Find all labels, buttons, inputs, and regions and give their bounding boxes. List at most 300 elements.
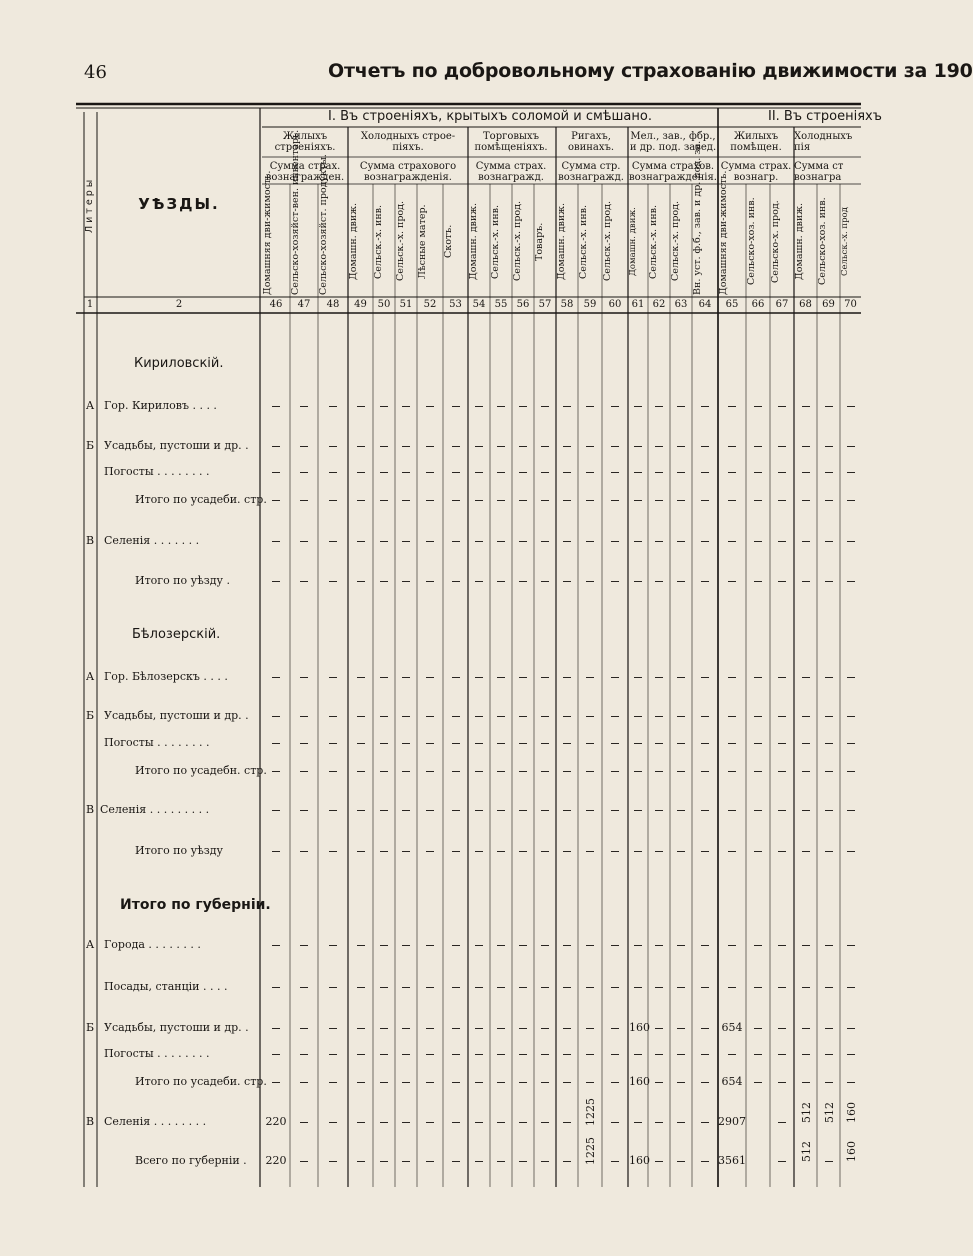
empty-cell-dash xyxy=(329,406,337,407)
empty-cell-dash xyxy=(754,472,762,473)
empty-cell-dash xyxy=(802,743,810,744)
empty-cell-dash xyxy=(586,677,594,678)
empty-cell-dash xyxy=(402,810,410,811)
empty-cell-dash xyxy=(300,1122,308,1123)
empty-cell-dash xyxy=(380,446,388,447)
empty-cell-dash xyxy=(329,743,337,744)
districts-header: УѢЗДЫ. xyxy=(138,195,220,213)
empty-cell-dash xyxy=(300,945,308,946)
empty-cell-dash xyxy=(563,743,571,744)
empty-cell-dash xyxy=(754,1028,762,1029)
row-label: Итого по усадебн. стр. xyxy=(135,764,267,777)
empty-cell-dash xyxy=(754,987,762,988)
row-literal: А xyxy=(85,670,95,683)
empty-cell-dash xyxy=(475,716,483,717)
column-number-54: 54 xyxy=(472,299,486,310)
empty-cell-dash xyxy=(452,677,460,678)
empty-cell-dash xyxy=(475,500,483,501)
empty-cell-dash xyxy=(825,581,833,582)
empty-cell-dash xyxy=(300,446,308,447)
group-title-trade: Торговыхъ помѣщеніяхъ. xyxy=(474,131,548,153)
empty-cell-dash xyxy=(754,406,762,407)
empty-cell-dash xyxy=(329,581,337,582)
empty-cell-dash xyxy=(357,1028,365,1029)
empty-cell-dash xyxy=(380,810,388,811)
empty-cell-dash xyxy=(754,743,762,744)
empty-cell-dash xyxy=(563,771,571,772)
empty-cell-dash xyxy=(634,1122,642,1123)
empty-cell-dash xyxy=(563,446,571,447)
empty-cell-dash xyxy=(655,406,663,407)
empty-cell-dash xyxy=(426,581,434,582)
group-sub-cold: Сумма страхового вознагражденія. xyxy=(359,161,457,183)
row-literal: Б xyxy=(85,439,95,452)
empty-cell-dash xyxy=(634,987,642,988)
empty-cell-dash xyxy=(655,472,663,473)
empty-cell-dash xyxy=(728,851,736,852)
empty-cell-dash xyxy=(475,541,483,542)
empty-cell-dash xyxy=(272,677,280,678)
row-label: Итого по уѣзду xyxy=(135,844,223,857)
empty-cell-dash xyxy=(677,677,685,678)
empty-cell-dash xyxy=(380,851,388,852)
empty-cell-dash xyxy=(611,1054,619,1055)
empty-cell-dash xyxy=(728,446,736,447)
empty-cell-dash xyxy=(272,771,280,772)
empty-cell-dash xyxy=(426,472,434,473)
empty-cell-dash xyxy=(380,581,388,582)
empty-cell-dash xyxy=(802,716,810,717)
empty-cell-dash xyxy=(272,851,280,852)
empty-cell-dash xyxy=(655,446,663,447)
empty-cell-dash xyxy=(754,541,762,542)
empty-cell-dash xyxy=(611,945,619,946)
empty-cell-dash xyxy=(825,987,833,988)
empty-cell-dash xyxy=(380,406,388,407)
empty-cell-dash xyxy=(426,1122,434,1123)
empty-cell-dash xyxy=(475,446,483,447)
empty-cell-dash xyxy=(426,1028,434,1029)
empty-cell-dash xyxy=(611,446,619,447)
empty-cell-dash xyxy=(847,406,855,407)
empty-cell-dash xyxy=(825,810,833,811)
empty-cell-dash xyxy=(634,446,642,447)
row-label: Посады, станціи . . . . xyxy=(104,980,228,993)
cell-value: 654 xyxy=(721,1075,743,1088)
empty-cell-dash xyxy=(754,810,762,811)
empty-cell-dash xyxy=(847,743,855,744)
empty-cell-dash xyxy=(586,1054,594,1055)
cell-value: 1225 xyxy=(584,1098,597,1126)
empty-cell-dash xyxy=(754,771,762,772)
cell-value: 220 xyxy=(265,1154,287,1167)
district-kirillov: Кириловскій. xyxy=(134,356,224,371)
empty-cell-dash xyxy=(497,677,505,678)
column-header-65: Домашняя дви-жимость. xyxy=(718,170,729,295)
empty-cell-dash xyxy=(634,743,642,744)
empty-cell-dash xyxy=(541,1054,549,1055)
empty-cell-dash xyxy=(728,1054,736,1055)
empty-cell-dash xyxy=(475,1161,483,1162)
empty-cell-dash xyxy=(754,581,762,582)
empty-cell-dash xyxy=(655,581,663,582)
empty-cell-dash xyxy=(701,945,709,946)
empty-cell-dash xyxy=(728,472,736,473)
empty-cell-dash xyxy=(563,1122,571,1123)
empty-cell-dash xyxy=(677,1054,685,1055)
empty-cell-dash xyxy=(634,716,642,717)
empty-cell-dash xyxy=(677,581,685,582)
empty-cell-dash xyxy=(452,1028,460,1029)
empty-cell-dash xyxy=(825,541,833,542)
empty-cell-dash xyxy=(300,987,308,988)
literals-header: Литеры xyxy=(84,176,95,234)
empty-cell-dash xyxy=(329,987,337,988)
empty-cell-dash xyxy=(677,716,685,717)
empty-cell-dash xyxy=(701,810,709,811)
empty-cell-dash xyxy=(541,1122,549,1123)
empty-cell-dash xyxy=(329,541,337,542)
empty-cell-dash xyxy=(402,1028,410,1029)
empty-cell-dash xyxy=(847,810,855,811)
empty-cell-dash xyxy=(754,1082,762,1083)
column-header-70: Сельск.-х. прод xyxy=(840,207,850,276)
empty-cell-dash xyxy=(701,581,709,582)
empty-cell-dash xyxy=(778,945,786,946)
empty-cell-dash xyxy=(541,810,549,811)
empty-cell-dash xyxy=(426,771,434,772)
empty-cell-dash xyxy=(519,716,527,717)
empty-cell-dash xyxy=(802,810,810,811)
group-title-dwelling: Жилыхъ строеніяхъ. xyxy=(274,131,336,153)
empty-cell-dash xyxy=(634,945,642,946)
empty-cell-dash xyxy=(380,1028,388,1029)
empty-cell-dash xyxy=(300,677,308,678)
empty-cell-dash xyxy=(778,810,786,811)
empty-cell-dash xyxy=(634,541,642,542)
empty-cell-dash xyxy=(563,945,571,946)
empty-cell-dash xyxy=(380,771,388,772)
empty-cell-dash xyxy=(802,541,810,542)
empty-cell-dash xyxy=(586,810,594,811)
row-label: Усадьбы, пустоши и др. . xyxy=(104,439,249,452)
cell-value: 160 xyxy=(844,1102,858,1123)
empty-cell-dash xyxy=(272,743,280,744)
empty-cell-dash xyxy=(611,472,619,473)
empty-cell-dash xyxy=(778,851,786,852)
empty-cell-dash xyxy=(380,1054,388,1055)
column-number-62: 62 xyxy=(652,299,666,310)
empty-cell-dash xyxy=(329,1054,337,1055)
empty-cell-dash xyxy=(541,472,549,473)
column-number-53: 53 xyxy=(449,299,462,310)
empty-cell-dash xyxy=(402,1082,410,1083)
empty-cell-dash xyxy=(586,1082,594,1083)
empty-cell-dash xyxy=(452,1082,460,1083)
empty-cell-dash xyxy=(611,810,619,811)
empty-cell-dash xyxy=(701,1028,709,1029)
empty-cell-dash xyxy=(272,945,280,946)
empty-cell-dash xyxy=(825,771,833,772)
empty-cell-dash xyxy=(329,716,337,717)
empty-cell-dash xyxy=(563,851,571,852)
empty-cell-dash xyxy=(586,1028,594,1029)
column-number-68: 68 xyxy=(799,299,812,310)
empty-cell-dash xyxy=(541,987,549,988)
empty-cell-dash xyxy=(357,1122,365,1123)
column-header-63: Сельск.-х. прод. xyxy=(670,201,681,282)
empty-cell-dash xyxy=(519,771,527,772)
empty-cell-dash xyxy=(426,851,434,852)
empty-cell-dash xyxy=(701,743,709,744)
group-sub-dwelling-2: Сумма страх. вознагр. xyxy=(720,161,792,183)
column-header-62: Сельск.-х. инв. xyxy=(648,204,659,279)
column-number-69: 69 xyxy=(822,299,835,310)
empty-cell-dash xyxy=(802,851,810,852)
group-sub-cold-2: Сумма ст вознагра xyxy=(794,161,844,183)
empty-cell-dash xyxy=(497,1054,505,1055)
empty-cell-dash xyxy=(475,987,483,988)
empty-cell-dash xyxy=(655,716,663,717)
empty-cell-dash xyxy=(426,406,434,407)
row-literal: В xyxy=(85,534,95,547)
empty-cell-dash xyxy=(586,771,594,772)
empty-cell-dash xyxy=(701,987,709,988)
empty-cell-dash xyxy=(300,1161,308,1162)
empty-cell-dash xyxy=(701,771,709,772)
empty-cell-dash xyxy=(519,677,527,678)
empty-cell-dash xyxy=(778,406,786,407)
empty-cell-dash xyxy=(519,987,527,988)
empty-cell-dash xyxy=(475,581,483,582)
empty-cell-dash xyxy=(563,716,571,717)
empty-cell-dash xyxy=(847,716,855,717)
empty-cell-dash xyxy=(847,500,855,501)
empty-cell-dash xyxy=(728,743,736,744)
column-header-46: Домашняя дви-жимость. xyxy=(262,170,273,295)
empty-cell-dash xyxy=(802,677,810,678)
empty-cell-dash xyxy=(519,1122,527,1123)
empty-cell-dash xyxy=(541,1028,549,1029)
empty-cell-dash xyxy=(357,743,365,744)
empty-cell-dash xyxy=(357,581,365,582)
empty-cell-dash xyxy=(426,716,434,717)
empty-cell-dash xyxy=(701,1054,709,1055)
empty-cell-dash xyxy=(452,945,460,946)
empty-cell-dash xyxy=(426,743,434,744)
empty-cell-dash xyxy=(701,500,709,501)
column-number-58: 58 xyxy=(560,299,574,310)
empty-cell-dash xyxy=(634,851,642,852)
column-number-46: 46 xyxy=(269,299,283,310)
empty-cell-dash xyxy=(847,771,855,772)
empty-cell-dash xyxy=(802,1028,810,1029)
empty-cell-dash xyxy=(611,500,619,501)
empty-cell-dash xyxy=(426,541,434,542)
empty-cell-dash xyxy=(402,500,410,501)
empty-cell-dash xyxy=(655,810,663,811)
empty-cell-dash xyxy=(497,472,505,473)
empty-cell-dash xyxy=(825,472,833,473)
empty-cell-dash xyxy=(329,1122,337,1123)
empty-cell-dash xyxy=(329,851,337,852)
empty-cell-dash xyxy=(728,541,736,542)
empty-cell-dash xyxy=(497,500,505,501)
empty-cell-dash xyxy=(452,1054,460,1055)
empty-cell-dash xyxy=(825,446,833,447)
column-header-51: Сельск.-х. прод. xyxy=(395,201,406,282)
empty-cell-dash xyxy=(728,771,736,772)
empty-cell-dash xyxy=(825,500,833,501)
column-header-60: Сельск.-х. прод. xyxy=(602,201,613,282)
empty-cell-dash xyxy=(825,716,833,717)
empty-cell-dash xyxy=(357,810,365,811)
empty-cell-dash xyxy=(778,677,786,678)
empty-cell-dash xyxy=(497,987,505,988)
empty-cell-dash xyxy=(300,541,308,542)
empty-cell-dash xyxy=(563,677,571,678)
empty-cell-dash xyxy=(475,810,483,811)
empty-cell-dash xyxy=(272,810,280,811)
empty-cell-dash xyxy=(475,851,483,852)
empty-cell-dash xyxy=(563,987,571,988)
column-number-52: 52 xyxy=(423,299,437,310)
empty-cell-dash xyxy=(825,1082,833,1083)
section-1-title: I. Въ строеніяхъ, крытыхъ соломой и смѣшано. xyxy=(328,109,652,124)
row-label: Итого по усадеби. стр. xyxy=(135,493,267,506)
empty-cell-dash xyxy=(634,1054,642,1055)
district-total: Итого по губерніи. xyxy=(120,897,271,913)
empty-cell-dash xyxy=(497,743,505,744)
empty-cell-dash xyxy=(847,1054,855,1055)
empty-cell-dash xyxy=(357,851,365,852)
empty-cell-dash xyxy=(272,1054,280,1055)
empty-cell-dash xyxy=(380,500,388,501)
empty-cell-dash xyxy=(563,810,571,811)
empty-cell-dash xyxy=(380,716,388,717)
empty-cell-dash xyxy=(329,945,337,946)
empty-cell-dash xyxy=(655,771,663,772)
empty-cell-dash xyxy=(586,472,594,473)
empty-cell-dash xyxy=(728,810,736,811)
empty-cell-dash xyxy=(677,987,685,988)
empty-cell-dash xyxy=(611,677,619,678)
empty-cell-dash xyxy=(778,500,786,501)
empty-cell-dash xyxy=(426,1161,434,1162)
empty-cell-dash xyxy=(677,945,685,946)
empty-cell-dash xyxy=(825,1161,833,1162)
empty-cell-dash xyxy=(475,1082,483,1083)
column-number-57: 57 xyxy=(538,299,552,310)
empty-cell-dash xyxy=(611,771,619,772)
group-sub-barns: Сумма стр. вознагражд. xyxy=(558,161,624,183)
row-label: Погосты . . . . . . . . xyxy=(104,736,210,749)
cell-value: 160 xyxy=(629,1075,650,1088)
empty-cell-dash xyxy=(655,677,663,678)
empty-cell-dash xyxy=(272,716,280,717)
empty-cell-dash xyxy=(519,541,527,542)
empty-cell-dash xyxy=(634,677,642,678)
empty-cell-dash xyxy=(402,1161,410,1162)
empty-cell-dash xyxy=(778,1054,786,1055)
empty-cell-dash xyxy=(754,677,762,678)
empty-cell-dash xyxy=(634,406,642,407)
empty-cell-dash xyxy=(272,406,280,407)
row-label: Всего по губерніи . xyxy=(135,1154,247,1167)
empty-cell-dash xyxy=(402,1054,410,1055)
empty-cell-dash xyxy=(825,677,833,678)
empty-cell-dash xyxy=(728,987,736,988)
cell-value: 512 xyxy=(799,1102,813,1123)
empty-cell-dash xyxy=(586,716,594,717)
empty-cell-dash xyxy=(452,1161,460,1162)
empty-cell-dash xyxy=(452,987,460,988)
row-literal: А xyxy=(85,399,95,412)
col-number-1: 1 xyxy=(86,299,94,310)
empty-cell-dash xyxy=(728,677,736,678)
empty-cell-dash xyxy=(728,945,736,946)
empty-cell-dash xyxy=(519,500,527,501)
column-header-67: Сельско-х. прод. xyxy=(770,200,781,283)
empty-cell-dash xyxy=(519,1161,527,1162)
column-number-56: 56 xyxy=(516,299,530,310)
empty-cell-dash xyxy=(541,406,549,407)
empty-cell-dash xyxy=(541,945,549,946)
empty-cell-dash xyxy=(541,541,549,542)
empty-cell-dash xyxy=(497,716,505,717)
empty-cell-dash xyxy=(586,851,594,852)
empty-cell-dash xyxy=(300,500,308,501)
empty-cell-dash xyxy=(475,945,483,946)
cell-value: 3561 xyxy=(718,1154,746,1167)
empty-cell-dash xyxy=(357,771,365,772)
empty-cell-dash xyxy=(357,987,365,988)
row-label: Погосты . . . . . . . . xyxy=(104,465,210,478)
empty-cell-dash xyxy=(563,581,571,582)
empty-cell-dash xyxy=(329,677,337,678)
empty-cell-dash xyxy=(701,472,709,473)
empty-cell-dash xyxy=(611,987,619,988)
empty-cell-dash xyxy=(519,1054,527,1055)
empty-cell-dash xyxy=(825,1054,833,1055)
empty-cell-dash xyxy=(452,406,460,407)
empty-cell-dash xyxy=(754,1054,762,1055)
column-number-48: 48 xyxy=(326,299,340,310)
empty-cell-dash xyxy=(300,771,308,772)
empty-cell-dash xyxy=(677,446,685,447)
empty-cell-dash xyxy=(519,743,527,744)
empty-cell-dash xyxy=(586,987,594,988)
empty-cell-dash xyxy=(541,446,549,447)
empty-cell-dash xyxy=(778,771,786,772)
empty-cell-dash xyxy=(452,446,460,447)
column-number-67: 67 xyxy=(775,299,789,310)
column-header-53: Скотъ. xyxy=(443,224,454,259)
empty-cell-dash xyxy=(655,1161,663,1162)
empty-cell-dash xyxy=(497,810,505,811)
empty-cell-dash xyxy=(655,1122,663,1123)
empty-cell-dash xyxy=(357,446,365,447)
empty-cell-dash xyxy=(519,810,527,811)
empty-cell-dash xyxy=(677,1122,685,1123)
empty-cell-dash xyxy=(497,1028,505,1029)
empty-cell-dash xyxy=(563,1161,571,1162)
column-number-64: 64 xyxy=(698,299,712,310)
empty-cell-dash xyxy=(497,945,505,946)
empty-cell-dash xyxy=(611,406,619,407)
empty-cell-dash xyxy=(329,446,337,447)
empty-cell-dash xyxy=(402,581,410,582)
